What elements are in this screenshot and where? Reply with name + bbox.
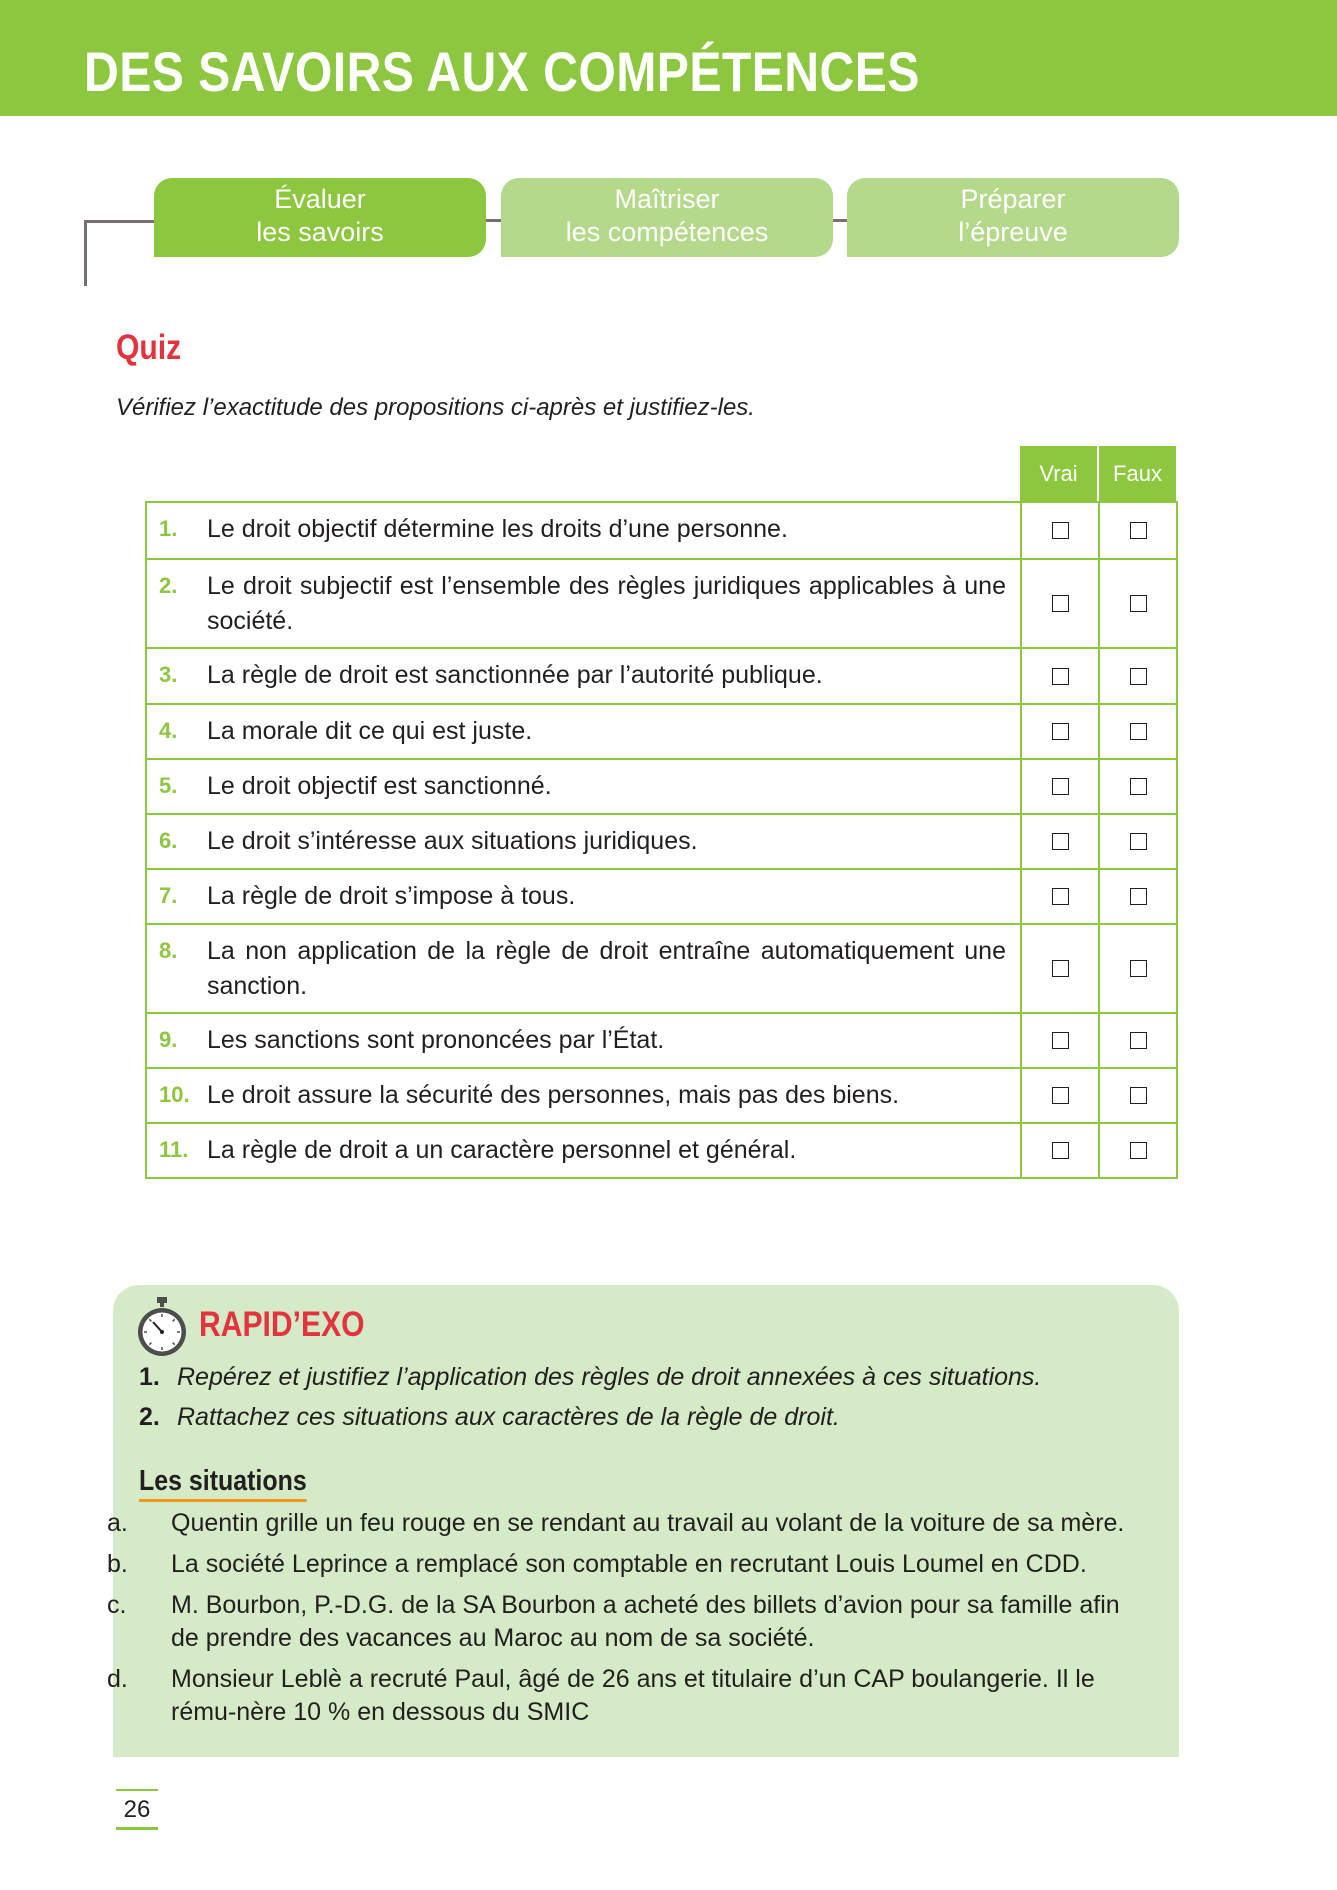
- tab-label-line1: Maîtriser: [614, 183, 720, 214]
- tab-label-line1: Évaluer: [274, 183, 366, 214]
- table-row: [147, 925, 1176, 1014]
- column-header-faux: Faux: [1097, 446, 1176, 501]
- situation-item: [107, 1663, 1154, 1729]
- vrai-checkbox[interactable]: [1052, 595, 1069, 612]
- question-text: Rattachez ces situations aux caractères de la règle de droit.: [177, 1403, 840, 1431]
- faux-cell: [1098, 760, 1176, 813]
- vrai-cell: [1020, 1014, 1098, 1067]
- page-number: 26: [116, 1789, 158, 1830]
- quiz-rows: [145, 501, 1178, 1179]
- vrai-checkbox[interactable]: [1052, 723, 1069, 740]
- column-header-vrai: Vrai: [1020, 446, 1097, 501]
- rapid-exo-panel: [107, 1285, 1179, 1757]
- faux-checkbox[interactable]: [1130, 833, 1147, 850]
- situation-text: M. Bourbon, P.-D.G. de la SA Bourbon a acheté des billets d’avion pour sa famille afin de prendre des vacances au Maroc au nom de sa société.: [171, 1591, 1120, 1652]
- faux-cell: [1098, 503, 1176, 558]
- situation-letter: d.: [107, 1665, 128, 1693]
- exo-question: [139, 1363, 1041, 1392]
- vrai-cell: [1020, 560, 1098, 647]
- faux-cell: [1098, 815, 1176, 868]
- faux-cell: [1098, 705, 1176, 758]
- table-row: [147, 705, 1176, 760]
- faux-checkbox[interactable]: [1130, 778, 1147, 795]
- vrai-cell: [1020, 760, 1098, 813]
- item-number: 10.: [159, 1082, 190, 1107]
- tab-connector: [486, 219, 502, 222]
- item-text: Le droit objectif est sanctionné.: [207, 772, 552, 800]
- faux-checkbox[interactable]: [1130, 960, 1147, 977]
- item-number: 9.: [159, 1027, 178, 1052]
- table-row: [147, 815, 1176, 870]
- faux-cell: [1098, 1014, 1176, 1067]
- question-number: 2.: [139, 1403, 160, 1431]
- item-number: 1.: [159, 516, 178, 541]
- situation-item: [107, 1589, 1154, 1655]
- tab-preparer-l-epreuve[interactable]: [847, 178, 1179, 257]
- tab-evaluer-les-savoirs[interactable]: [154, 178, 486, 257]
- situation-text: La société Leprince a remplacé son comptable en recrutant Louis Loumel en CDD.: [171, 1550, 1087, 1578]
- vrai-checkbox[interactable]: [1052, 1087, 1069, 1104]
- vrai-cell: [1020, 1124, 1098, 1177]
- item-number: 6.: [159, 828, 178, 853]
- stopwatch-icon: [133, 1295, 191, 1359]
- table-row: [147, 649, 1176, 705]
- faux-checkbox[interactable]: [1130, 668, 1147, 685]
- faux-checkbox[interactable]: [1130, 723, 1147, 740]
- faux-cell: [1098, 870, 1176, 923]
- item-number: 5.: [159, 773, 178, 798]
- item-text: La règle de droit est sanctionnée par l’autorité publique.: [207, 661, 823, 689]
- vrai-checkbox[interactable]: [1052, 778, 1069, 795]
- situation-letter: b.: [107, 1550, 128, 1578]
- situation-item: [107, 1507, 1154, 1540]
- table-row: [147, 870, 1176, 925]
- faux-checkbox[interactable]: [1130, 1142, 1147, 1159]
- tab-label-line2: les savoirs: [256, 216, 384, 247]
- item-text: Le droit assure la sécurité des personnes, mais pas des biens.: [207, 1081, 900, 1109]
- situations-title: Les situations: [139, 1465, 307, 1502]
- vrai-checkbox[interactable]: [1052, 1032, 1069, 1049]
- question-number: 1.: [139, 1363, 160, 1391]
- table-row: [147, 760, 1176, 815]
- vrai-cell: [1020, 1069, 1098, 1122]
- table-row: [147, 1124, 1176, 1179]
- tab-label-line2: les compétences: [565, 216, 769, 247]
- situation-text: Monsieur Leblè a recruté Paul, âgé de 26 ans et titulaire d’un CAP boulangerie. Il le rému-nère 10 % en dessous du SMIC: [171, 1665, 1095, 1726]
- header-banner: [0, 0, 1337, 116]
- quiz-instruction: Vérifiez l’exactitude des propositions ci-après et justifiez-les.: [116, 394, 755, 421]
- faux-checkbox[interactable]: [1130, 595, 1147, 612]
- situation-letter: c.: [107, 1591, 127, 1619]
- faux-checkbox[interactable]: [1130, 1087, 1147, 1104]
- vrai-cell: [1020, 815, 1098, 868]
- vrai-checkbox[interactable]: [1052, 1142, 1069, 1159]
- vrai-checkbox[interactable]: [1052, 888, 1069, 905]
- vrai-checkbox[interactable]: [1052, 522, 1069, 539]
- item-text: La règle de droit s’impose à tous.: [207, 882, 576, 910]
- table-row: [147, 560, 1176, 649]
- item-number: 2.: [159, 573, 178, 598]
- item-number: 11.: [159, 1137, 189, 1162]
- item-text: Le droit subjectif est l’ensemble des règles juridiques applicables à une société.: [207, 572, 1006, 635]
- quiz-title: Quiz: [116, 328, 182, 367]
- item-number: 8.: [159, 938, 178, 963]
- vrai-cell: [1020, 649, 1098, 703]
- item-number: 7.: [159, 883, 178, 908]
- faux-cell: [1098, 1124, 1176, 1177]
- vrai-checkbox[interactable]: [1052, 960, 1069, 977]
- faux-cell: [1098, 925, 1176, 1012]
- item-number: 3.: [159, 662, 178, 687]
- item-text: Le droit s’intéresse aux situations juridiques.: [207, 827, 698, 855]
- faux-cell: [1098, 1069, 1176, 1122]
- faux-checkbox[interactable]: [1130, 522, 1147, 539]
- situation-letter: a.: [107, 1509, 128, 1537]
- exo-question: [139, 1403, 840, 1432]
- situation-text: Quentin grille un feu rouge en se rendant au travail au volant de la voiture de sa mère.: [171, 1509, 1125, 1537]
- vrai-cell: [1020, 705, 1098, 758]
- tab-label-line2: l’épreuve: [958, 216, 1068, 247]
- tab-bracket-vertical: [84, 220, 87, 286]
- tab-label-line1: Préparer: [960, 183, 1066, 214]
- item-text: Le droit objectif détermine les droits d’une personne.: [207, 515, 788, 543]
- vrai-cell: [1020, 925, 1098, 1012]
- page-title: DES SAVOIRS AUX COMPÉTENCES: [84, 40, 920, 103]
- vrai-checkbox[interactable]: [1052, 668, 1069, 685]
- vrai-checkbox[interactable]: [1052, 833, 1069, 850]
- faux-checkbox[interactable]: [1130, 888, 1147, 905]
- tab-bracket-horizontal: [84, 220, 156, 223]
- faux-checkbox[interactable]: [1130, 1032, 1147, 1049]
- vrai-cell: [1020, 503, 1098, 558]
- tab-maitriser-les-competences[interactable]: [501, 178, 833, 257]
- faux-cell: [1098, 649, 1176, 703]
- vrai-cell: [1020, 870, 1098, 923]
- item-text: La règle de droit a un caractère personnel et général.: [207, 1136, 797, 1164]
- faux-cell: [1098, 560, 1176, 647]
- item-text: La morale dit ce qui est juste.: [207, 717, 533, 745]
- item-number: 4.: [159, 718, 178, 743]
- table-row: [147, 503, 1176, 560]
- item-text: La non application de la règle de droit entraîne automatiquement une sanction.: [207, 937, 1006, 1000]
- table-row: [147, 1069, 1176, 1124]
- item-text: Les sanctions sont prononcées par l’État.: [207, 1026, 665, 1054]
- situation-item: [107, 1548, 1154, 1581]
- table-row: [147, 1014, 1176, 1069]
- question-text: Repérez et justifiez l’application des règles de droit annexées à ces situations.: [177, 1363, 1042, 1391]
- quiz-table-header: [1020, 446, 1176, 501]
- rapid-exo-title: RAPID’EXO: [199, 1305, 365, 1344]
